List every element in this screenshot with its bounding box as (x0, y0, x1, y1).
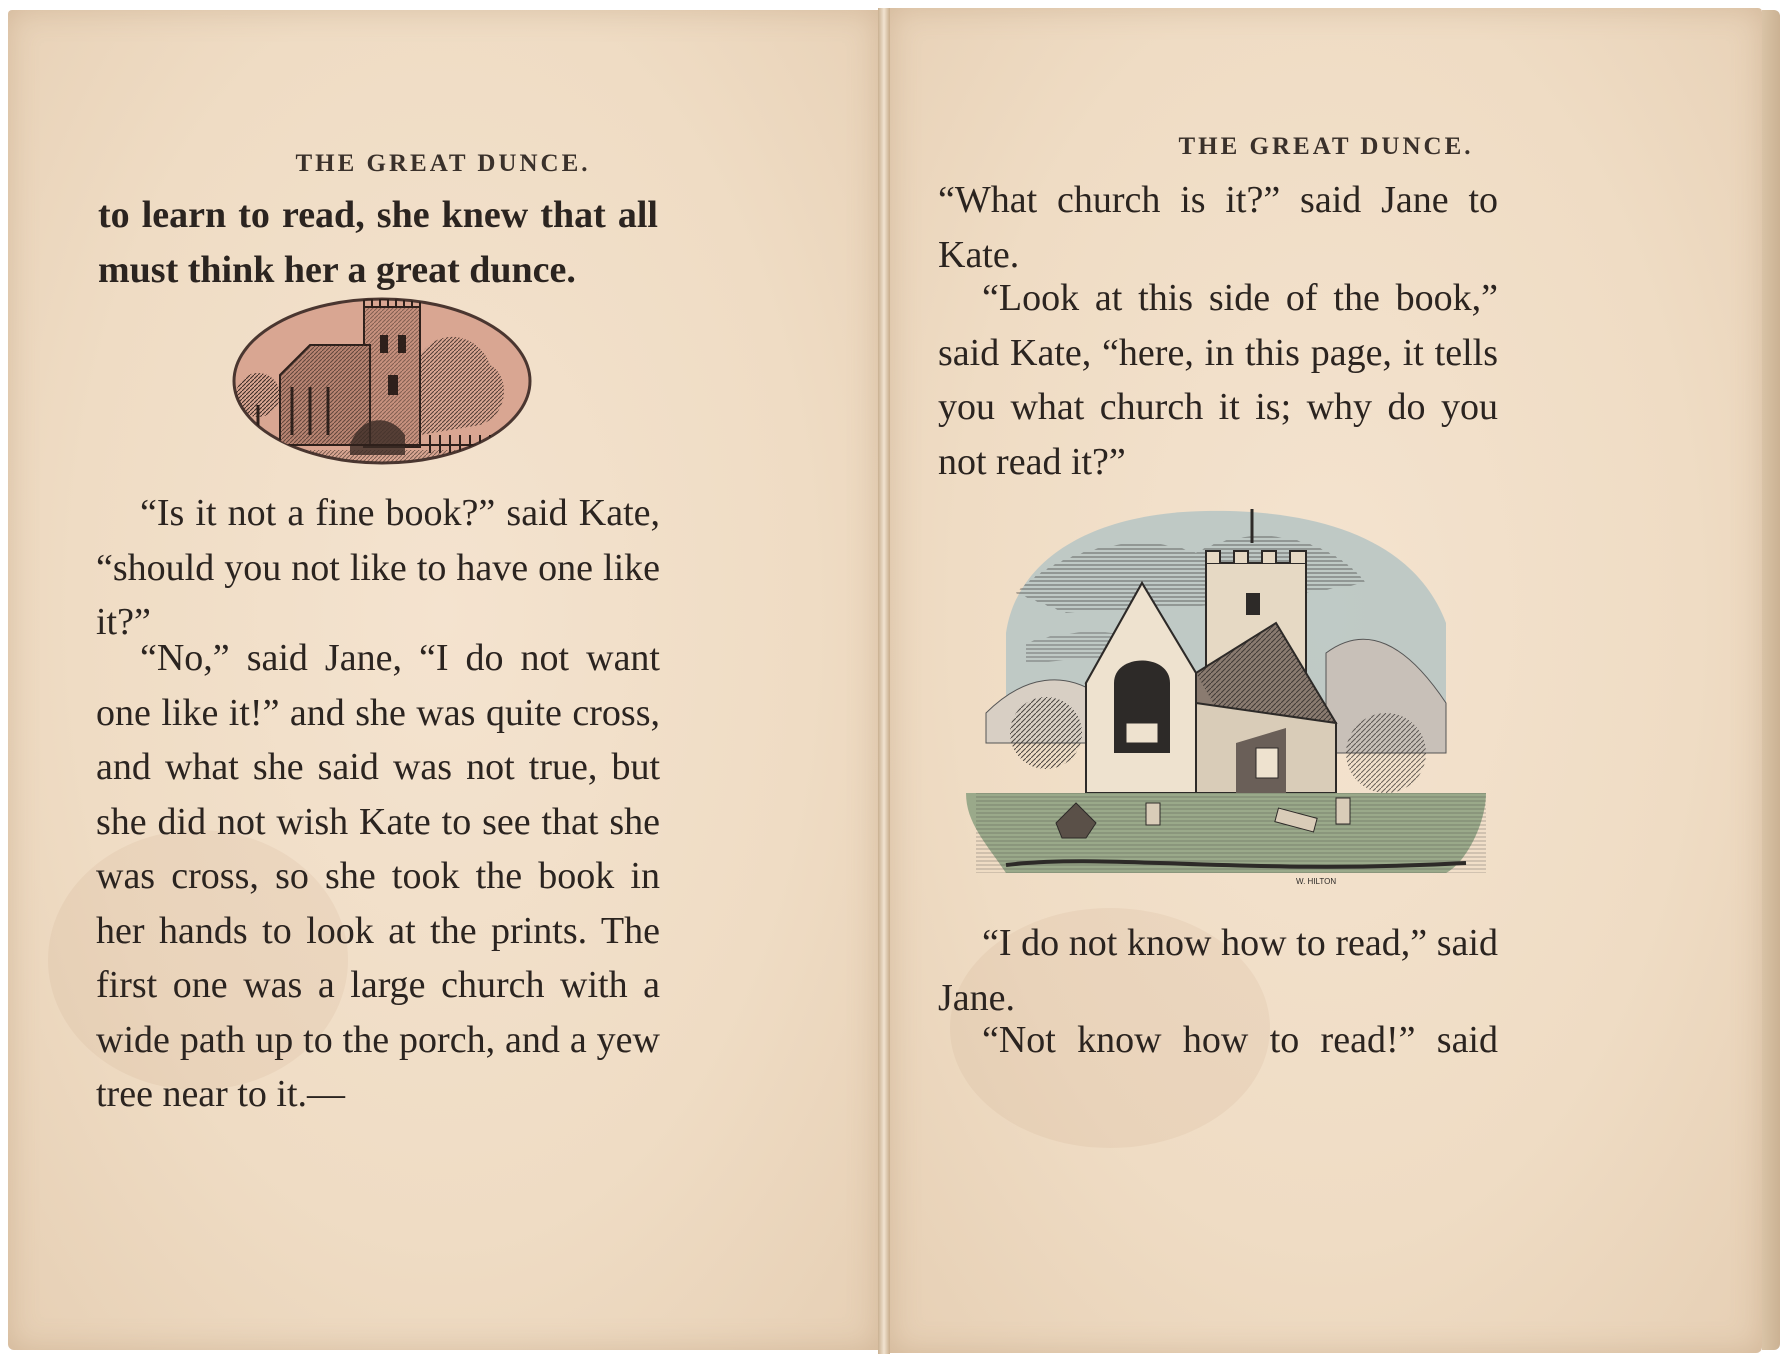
right-paragraph-4: “Not know how to read!” said (982, 1019, 1498, 1061)
right-text-column (890, 8, 1762, 1353)
left-paragraph-3: “No,” said Jane, “I do not want one like it!” and she was quite cross, and what she said was not true, but she did not wish Kate to see that she was cross, so she took the book in her hands to look at the prints. The first one was a large church with a wide path up to the porch, and a yew tree near to it.— (96, 637, 660, 1115)
left-paragraph-1: to learn to read, she knew that all must think her a great dunce. (98, 194, 658, 291)
church-vignette-illustration (230, 295, 534, 467)
book-gutter (878, 8, 890, 1354)
right-paragraph-3: “I do not know how to read,” said Jane. (938, 922, 1498, 1019)
right-page (890, 8, 1762, 1353)
left-running-head: THE GREAT DUNCE. (295, 150, 591, 177)
right-running-head: THE GREAT DUNCE. (1178, 133, 1474, 160)
right-paragraph-2: “Look at this side of the book,” said Kate, “here, in this page, it tells you what church it is; why do you not read it?” (938, 277, 1498, 483)
left-page (8, 10, 878, 1350)
left-paragraph-2: “Is it not a fine book?” said Kate, “should you not like to have one like it?” (96, 492, 660, 643)
engraver-signature: W. HILTON (1296, 877, 1337, 886)
village-church-illustration (946, 503, 1506, 893)
right-paragraph-1: “What church is it?” said Jane to Kate. (938, 179, 1498, 276)
page-edge (1762, 10, 1780, 1350)
